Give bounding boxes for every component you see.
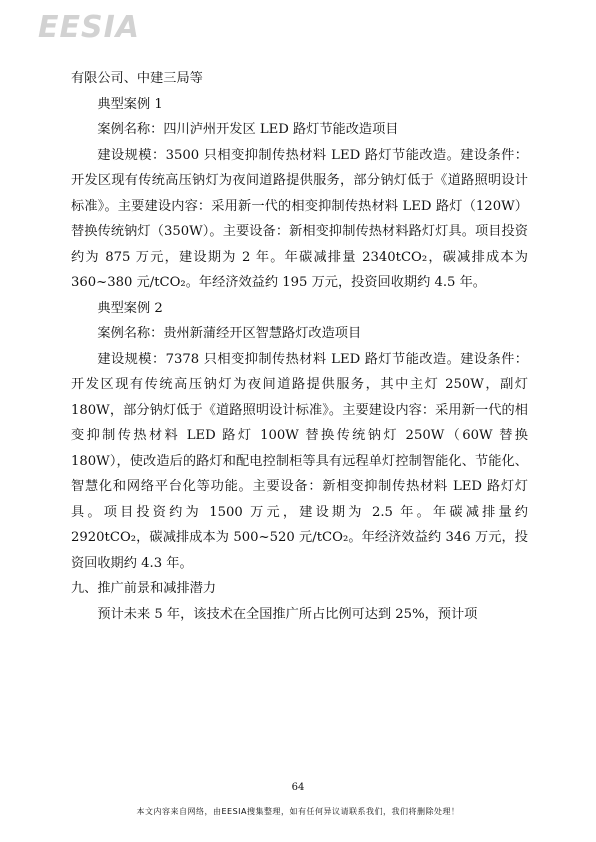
eesia-watermark-logo: EESIA — [38, 10, 140, 45]
section-heading: 九、推广前景和减排潜力 — [71, 581, 217, 596]
case-name: 案例名称：贵州新蒲经开区智慧路灯改造项目 — [97, 326, 362, 341]
paragraph: 有限公司、中建三局等 — [71, 71, 203, 86]
document-body — [71, 66, 528, 627]
paragraph: 预计未来 5 年，该技术在全国推广所占比例可达到 25%，预计项 — [97, 606, 478, 622]
case-description: 建设规模：3500 只相变抑制传热材料 LED 路灯节能改造。建设条件：开发区现有传统高压钠灯为夜间道路提供服务，部分钠灯低于《道路照明设计标准》。主要建设内容：采用新一代的相变抑制传热材料 LED 路灯（120W）替换传统钠灯（350W）。主要设备：新相变抑制传热材料路灯灯具。项目投资约为 875 万元，建设期为 2 年。年碳减排量 2340tCO₂，碳减排成本为 360~380 元/tCO₂。年经济效益约 195 万元，投资回收期约 4.5 年。 — [71, 147, 528, 290]
case-heading: 典型案例 1 — [97, 96, 163, 112]
case-description: 建设规模：7378 只相变抑制传热材料 LED 路灯节能改造。建设条件：开发区现有传统高压钠灯为夜间道路提供服务，其中主灯 250W，副灯 180W，部分钠灯低于《道路照明设计标准》。主要建设内容：采用新一代的相变抑制传热材料 LED 路灯 100W 替换传统钠灯 250W（60W 替换 180W），使改造后的路灯和配电控制柜等具有远程单灯控制智能化、节能化、智慧化和网络平台化等功能。主要设备：新相变抑制传热材料 LED 路灯灯具。项目投资约为 1500 万元，建设期为 2.5 年。年碳减排量约 2920tCO₂，碳减排成本为 500~520 元/tCO₂。年经济效益约 346 万元，投资回收期约 4.3 年。 — [71, 351, 528, 571]
footer-disclaimer: 本文内容来自网络，由EESIA搜集整理，如有任何异议请联系我们，我们将删除处理！ — [136, 807, 460, 816]
page-number: 64 — [291, 782, 305, 793]
case-name: 案例名称：四川泸州开发区 LED 路灯节能改造项目 — [97, 122, 399, 137]
case-heading: 典型案例 2 — [97, 300, 163, 316]
